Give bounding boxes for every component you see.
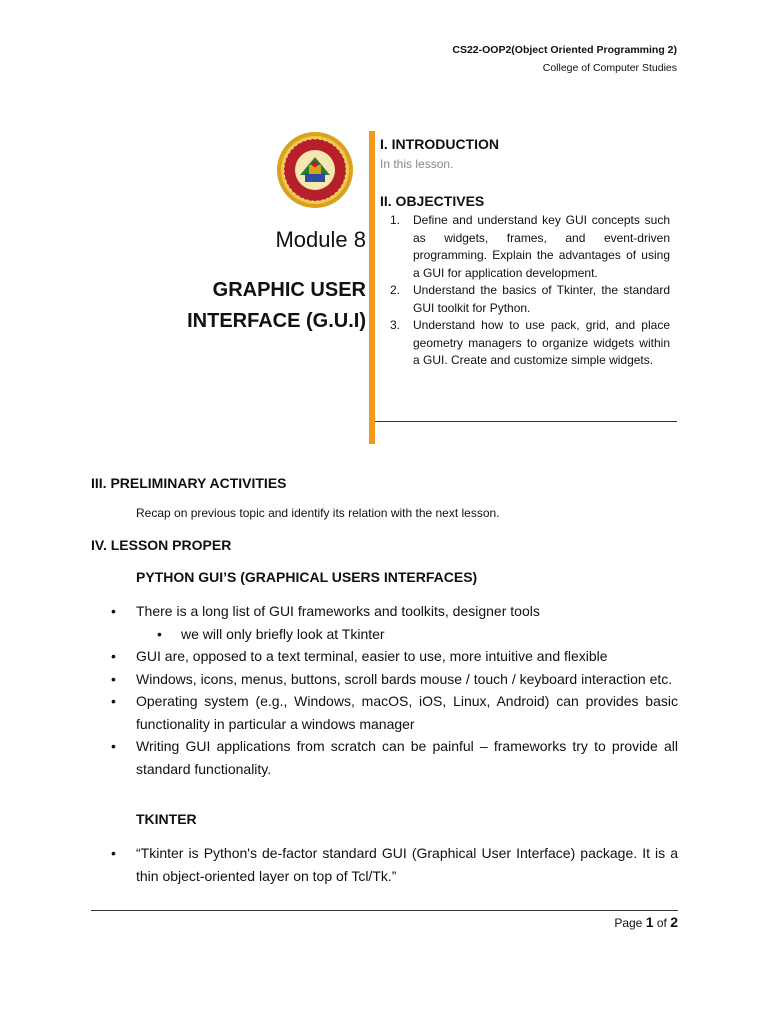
list-item: [91, 735, 678, 780]
bullet-icon: •: [111, 670, 116, 687]
introduction-text: In this lesson.: [380, 157, 454, 171]
python-gui-subheading: PYTHON GUI’S (GRAPHICAL USERS INTERFACES): [136, 569, 478, 585]
list-item-text: GUI are, opposed to a text terminal, easier to use, more intuitive and flexible: [136, 648, 608, 664]
module-number: Module 8: [275, 227, 366, 252]
list-item-text: Writing GUI applications from scratch can be painful – frameworks try to provide all standard functionality.: [136, 738, 678, 777]
objective-text: Define and understand key GUI concepts such as widgets, frames, and event-driven programming. Explain the advantages of using a GUI for application development.: [413, 213, 670, 280]
preliminary-heading: III. PRELIMINARY ACTIVITIES: [91, 475, 287, 491]
module-title: [126, 275, 366, 337]
of-label: of: [656, 916, 667, 930]
list-item-text: “Tkinter is Python's de-factor standard GUI (Graphical User Interface) package. It is a thin object-oriented layer on top of Tcl/Tk.”: [136, 845, 678, 884]
objective-item: [380, 317, 670, 370]
objective-item: [380, 212, 670, 282]
module-title-line1: GRAPHIC USER: [212, 279, 366, 301]
module-title-line2: INTERFACE (G.U.I): [187, 310, 366, 332]
page-number: [614, 914, 678, 930]
section-divider: [375, 421, 677, 422]
tkinter-heading: TKINTER: [136, 811, 197, 827]
course-header: CS22-OOP2(Object Oriented Programming 2): [452, 44, 677, 56]
bullet-icon: •: [157, 625, 162, 642]
bullet-icon: •: [111, 648, 116, 664]
objective-number: 2.: [390, 283, 401, 297]
list-item: [91, 690, 678, 735]
tkinter-bullet-list: [91, 842, 678, 887]
list-item: [91, 600, 678, 623]
list-item: [91, 668, 678, 691]
list-item-text: we will only briefly look at Tkinter: [181, 625, 385, 642]
bullet-icon: •: [111, 845, 116, 861]
preliminary-text: Recap on previous topic and identify its relation with the next lesson.: [136, 506, 500, 520]
objectives-list: [380, 212, 670, 370]
lesson-heading: IV. LESSON PROPER: [91, 537, 232, 553]
list-item: [91, 645, 678, 668]
list-item-text: Windows, icons, menus, buttons, scroll bards mouse / touch / keyboard interaction etc.: [136, 670, 673, 687]
college-header: College of Computer Studies: [542, 62, 677, 74]
objective-item: [380, 282, 670, 317]
lesson-bullet-list: [91, 600, 678, 780]
objectives-heading: II. OBJECTIVES: [380, 193, 485, 209]
accent-divider: [369, 131, 375, 444]
list-item-text: There is a long list of GUI frameworks and toolkits, designer tools: [136, 603, 540, 619]
list-item-text: Operating system (e.g., Windows, macOS, iOS, Linux, Android) can provides basic functionality in particular a windows manager: [136, 693, 678, 732]
page-total: 2: [670, 914, 678, 930]
bullet-icon: •: [111, 738, 116, 754]
objective-number: 3.: [390, 318, 401, 332]
footer-divider: [91, 910, 678, 911]
university-seal-icon: [276, 131, 354, 209]
objective-text: Understand how to use pack, grid, and place geometry managers to organize widgets within a GUI. Create and customize simple widgets.: [413, 318, 670, 367]
page-current: 1: [645, 914, 654, 930]
page-label: Page: [614, 916, 643, 930]
bullet-icon: •: [111, 693, 116, 709]
objective-text: Understand the basics of Tkinter, the standard GUI toolkit for Python.: [413, 283, 670, 315]
objective-number: 1.: [390, 213, 401, 227]
bullet-icon: •: [111, 603, 116, 619]
introduction-heading: I. INTRODUCTION: [380, 136, 499, 152]
list-item: [91, 623, 678, 646]
list-item: [91, 842, 678, 887]
